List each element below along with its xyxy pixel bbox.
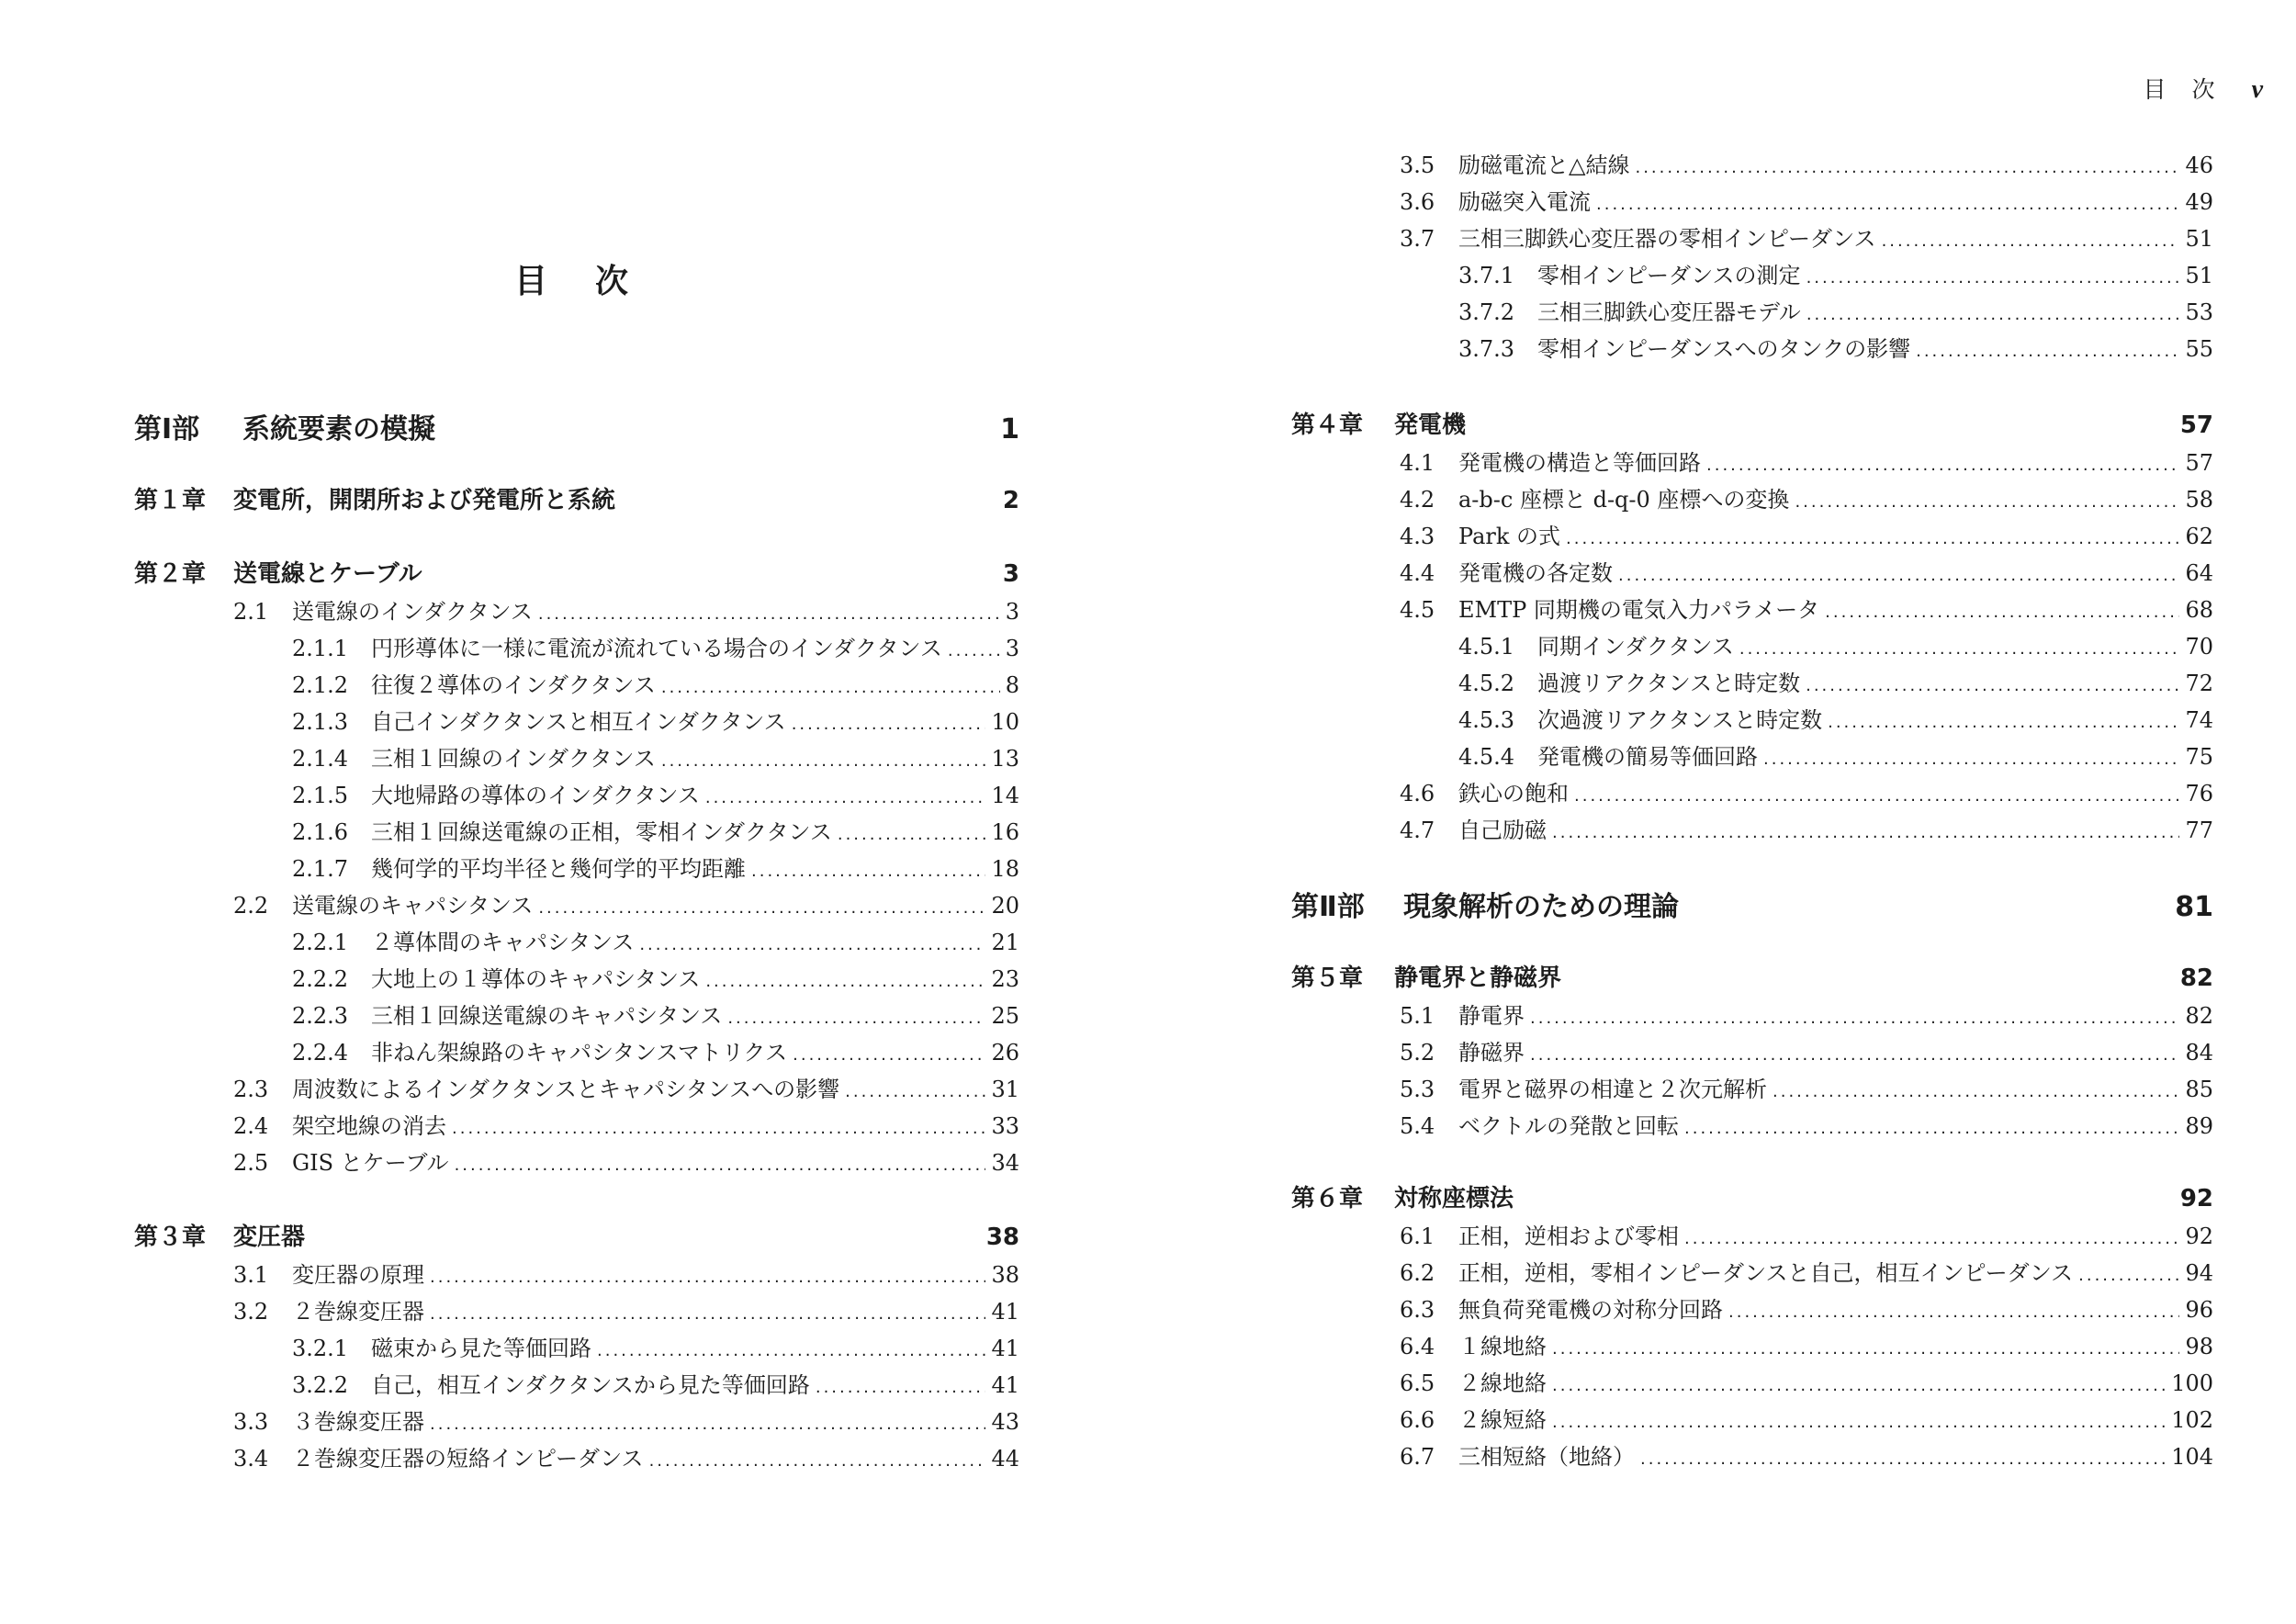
toc-subsection-2-1-5[interactable] bbox=[292, 777, 1019, 809]
toc-section-6-5[interactable] bbox=[1400, 1365, 2213, 1397]
page-number: 94 bbox=[2185, 1260, 2213, 1286]
page-number: 104 bbox=[2171, 1444, 2213, 1470]
toc-section-4-7[interactable] bbox=[1400, 812, 2213, 844]
subsection-number: 3.7.1 bbox=[1458, 263, 1515, 288]
section-title: 無負荷発電機の対称分回路 bbox=[1458, 1297, 1723, 1323]
section-number: 6.5 bbox=[1400, 1370, 1435, 1396]
toc-section-6-3[interactable] bbox=[1400, 1291, 2213, 1324]
toc-subsection-2-1-4[interactable] bbox=[292, 740, 1019, 773]
dot-leader bbox=[455, 1156, 986, 1175]
subsection-title: 往復２導体のインダクタンス bbox=[371, 672, 656, 698]
toc-chapter-2[interactable] bbox=[134, 555, 1019, 589]
section-title: 励磁電流と△結線 bbox=[1458, 152, 1630, 178]
subsection-title: 次過渡リアクタンスと時定数 bbox=[1537, 707, 1823, 733]
dot-leader bbox=[705, 972, 985, 991]
subsection-title: 非ねん架線路のキャパシタンスマトリクス bbox=[371, 1040, 788, 1066]
toc-subsection-2-1-6[interactable] bbox=[292, 814, 1019, 846]
subsection-title: 零相インピーダンスの測定 bbox=[1537, 263, 1801, 288]
chapter-title: 送電線とケーブル bbox=[233, 560, 422, 588]
page-number: 76 bbox=[2185, 781, 2213, 806]
page-number: 92 bbox=[2185, 1224, 2213, 1249]
section-number: 3.4 bbox=[233, 1446, 269, 1472]
subsection-number: 4.5.2 bbox=[1458, 671, 1515, 696]
section-number: 4.2 bbox=[1400, 487, 1435, 513]
subsection-title: 発電機の簡易等価回路 bbox=[1537, 744, 1758, 770]
page-number: 18 bbox=[991, 856, 1019, 882]
page-number: 58 bbox=[2185, 487, 2213, 513]
page-number: 41 bbox=[991, 1299, 1019, 1325]
page-number: 85 bbox=[2185, 1077, 2213, 1102]
toc-section-2-3[interactable] bbox=[233, 1071, 1019, 1103]
toc-chapter-1[interactable] bbox=[134, 481, 1019, 515]
page-number: 8 bbox=[1005, 672, 1019, 698]
subsection-number: 2.1.5 bbox=[292, 783, 349, 808]
section-number: 2.4 bbox=[233, 1113, 269, 1139]
toc-section-6-4[interactable] bbox=[1400, 1328, 2213, 1360]
subsection-title: ２導体間のキャパシタンス bbox=[371, 930, 635, 955]
toc-section-4-4[interactable] bbox=[1400, 555, 2213, 587]
page-number: 46 bbox=[2185, 152, 2213, 178]
dot-leader bbox=[639, 935, 985, 954]
dot-leader bbox=[948, 641, 1000, 660]
toc-subsection-2-1-2[interactable] bbox=[292, 667, 1019, 699]
toc-section-2-1[interactable] bbox=[233, 593, 1019, 626]
section-title: 正相，逆相および零相 bbox=[1458, 1224, 1679, 1249]
subsection-title: 円形導体に一様に電流が流れている場合のインダクタンス bbox=[371, 636, 942, 661]
toc-subsection-2-1-1[interactable] bbox=[292, 630, 1019, 662]
part-title: 系統要素の模擬 bbox=[242, 413, 435, 445]
dot-leader bbox=[1684, 1119, 2179, 1138]
toc-subsection-3-7-2[interactable] bbox=[1458, 294, 2213, 326]
subsection-number: 2.2.2 bbox=[292, 966, 349, 992]
page-number: 20 bbox=[991, 893, 1019, 919]
page-title: 目次 bbox=[514, 263, 677, 300]
toc-section-6-7[interactable] bbox=[1400, 1438, 2213, 1471]
section-number: 4.4 bbox=[1400, 560, 1435, 586]
section-title: 架空地線の消去 bbox=[292, 1113, 446, 1139]
subsection-title: 幾何学的平均半径と幾何学的平均距離 bbox=[371, 856, 746, 882]
toc-subsection-2-2-3[interactable] bbox=[292, 998, 1019, 1030]
dot-leader bbox=[792, 715, 986, 734]
page-number: 89 bbox=[2185, 1113, 2213, 1139]
section-title: 発電機の構造と等価回路 bbox=[1458, 450, 1701, 476]
subsection-title: 三相三脚鉄心変圧器モデル bbox=[1537, 299, 1801, 325]
toc-section-5-3[interactable] bbox=[1400, 1071, 2213, 1103]
page-number: 38 bbox=[991, 1262, 1019, 1288]
page-number: 55 bbox=[2185, 336, 2213, 362]
page-number: 25 bbox=[991, 1003, 1019, 1029]
dot-leader bbox=[1530, 1009, 2179, 1028]
chapter-number: 第１章 bbox=[134, 487, 207, 514]
subsection-number: 2.2.4 bbox=[292, 1040, 349, 1066]
toc-section-3-2[interactable] bbox=[233, 1293, 1019, 1325]
toc-section-3-4[interactable] bbox=[233, 1440, 1019, 1472]
subsection-number: 2.1.6 bbox=[292, 819, 349, 845]
dot-leader bbox=[705, 788, 986, 807]
chapter-number: 第５章 bbox=[1291, 964, 1364, 992]
dot-leader bbox=[1773, 1082, 2179, 1101]
page-number: 57 bbox=[2185, 450, 2213, 476]
dot-leader bbox=[1552, 1376, 2166, 1395]
subsection-number: 2.1.4 bbox=[292, 746, 349, 772]
section-number: 6.1 bbox=[1400, 1224, 1435, 1249]
section-number: 2.2 bbox=[233, 893, 269, 919]
page-number: 68 bbox=[2185, 597, 2213, 623]
subsection-number: 2.1.2 bbox=[292, 672, 349, 698]
toc-section-4-1[interactable] bbox=[1400, 445, 2213, 477]
page-number: 23 bbox=[991, 966, 1019, 992]
toc-subsection-2-1-7[interactable] bbox=[292, 851, 1019, 883]
dot-leader bbox=[1530, 1045, 2179, 1065]
section-number: 6.4 bbox=[1400, 1334, 1435, 1359]
dot-leader bbox=[452, 1119, 985, 1138]
dot-leader bbox=[793, 1045, 985, 1065]
page-number: 10 bbox=[991, 709, 1019, 735]
section-number: 6.6 bbox=[1400, 1407, 1435, 1433]
section-number: 3.3 bbox=[233, 1409, 269, 1435]
section-number: 2.5 bbox=[233, 1150, 269, 1176]
section-number: 5.2 bbox=[1400, 1040, 1435, 1066]
running-head bbox=[2144, 72, 2263, 105]
toc-subsection-4-5-1[interactable] bbox=[1458, 628, 2213, 660]
toc-section-4-3[interactable] bbox=[1400, 518, 2213, 550]
page-number: 102 bbox=[2171, 1407, 2213, 1433]
toc-section-5-2[interactable] bbox=[1400, 1034, 2213, 1066]
toc-section-6-1[interactable] bbox=[1400, 1218, 2213, 1250]
section-title: １線地絡 bbox=[1458, 1334, 1547, 1359]
section-number: 3.6 bbox=[1400, 189, 1435, 215]
dot-leader bbox=[649, 1451, 986, 1471]
section-title: 周波数によるインダクタンスとキャパシタンスへの影響 bbox=[292, 1077, 840, 1102]
subsection-number: 4.5.3 bbox=[1458, 707, 1515, 733]
subsection-number: 2.1.3 bbox=[292, 709, 349, 735]
section-title: 送電線のキャパシタンス bbox=[292, 893, 534, 919]
dot-leader bbox=[1552, 823, 2179, 842]
page-number: 13 bbox=[991, 746, 1019, 772]
toc-subsection-3-2-2[interactable] bbox=[292, 1367, 1019, 1399]
page-number: 72 bbox=[2185, 671, 2213, 696]
dot-leader bbox=[1552, 1339, 2179, 1359]
page-folio: v bbox=[2251, 75, 2263, 104]
section-title: 静磁界 bbox=[1458, 1040, 1525, 1066]
part-number: 第Ⅰ部 bbox=[134, 413, 200, 445]
page-number: 77 bbox=[2185, 818, 2213, 843]
page-number: 70 bbox=[2185, 634, 2213, 660]
dot-leader bbox=[1635, 158, 2179, 177]
section-title: ベクトルの発散と回転 bbox=[1458, 1113, 1679, 1139]
toc-section-3-5[interactable] bbox=[1400, 147, 2213, 179]
toc-section-3-3[interactable] bbox=[233, 1404, 1019, 1436]
chapter-title: 発電機 bbox=[1394, 412, 1467, 439]
section-title: 励磁突入電流 bbox=[1458, 189, 1591, 215]
page-number: 43 bbox=[991, 1409, 1019, 1435]
subsection-title: 磁束から見た等価回路 bbox=[371, 1336, 591, 1361]
page-number: 34 bbox=[991, 1150, 1019, 1176]
page-number: 3 bbox=[1002, 560, 1019, 588]
page-number: 49 bbox=[2185, 189, 2213, 215]
subsection-number: 3.2.1 bbox=[292, 1336, 349, 1361]
section-number: 3.7 bbox=[1400, 226, 1435, 252]
section-title: 三相短絡（地絡） bbox=[1458, 1444, 1635, 1470]
toc-section-2-4[interactable] bbox=[233, 1108, 1019, 1140]
toc-subsection-2-2-2[interactable] bbox=[292, 961, 1019, 993]
page-number: 16 bbox=[991, 819, 1019, 845]
subsection-title: 過渡リアクタンスと時定数 bbox=[1537, 671, 1801, 696]
page-number: 41 bbox=[991, 1336, 1019, 1361]
toc-section-3-1[interactable] bbox=[233, 1257, 1019, 1289]
dot-leader bbox=[430, 1268, 985, 1287]
subsection-title: 三相１回線のインダクタンス bbox=[371, 746, 656, 772]
page-number: 26 bbox=[991, 1040, 1019, 1066]
section-number: 5.4 bbox=[1400, 1113, 1435, 1139]
toc-chapter-3[interactable] bbox=[134, 1218, 1019, 1252]
toc-section-2-2[interactable] bbox=[233, 887, 1019, 919]
toc-subsection-3-2-1[interactable] bbox=[292, 1330, 1019, 1362]
subsection-title: 自己インダクタンスと相互インダクタンス bbox=[371, 709, 786, 735]
section-number: 4.1 bbox=[1400, 450, 1435, 476]
section-number: 3.1 bbox=[233, 1262, 269, 1288]
dot-leader bbox=[1825, 603, 2179, 622]
dot-leader bbox=[1728, 1303, 2179, 1322]
toc-section-3-7[interactable] bbox=[1400, 220, 2213, 253]
dot-leader bbox=[661, 678, 1000, 697]
section-title: 正相，逆相，零相インピーダンスと自己，相互インピーダンス bbox=[1458, 1260, 2074, 1286]
section-title: 鉄心の飽和 bbox=[1458, 781, 1569, 806]
toc-part-2[interactable] bbox=[1291, 884, 2213, 924]
page-number: 75 bbox=[2185, 744, 2213, 770]
section-number: 4.6 bbox=[1400, 781, 1435, 806]
page-number: 3 bbox=[1005, 599, 1019, 625]
dot-leader bbox=[1882, 231, 2180, 251]
chapter-title: 対称座標法 bbox=[1394, 1185, 1514, 1212]
subsection-title: 大地上の１導体のキャパシタンス bbox=[371, 966, 701, 992]
toc-section-3-6[interactable] bbox=[1400, 184, 2213, 216]
dot-leader bbox=[538, 898, 985, 918]
subsection-number: 2.2.1 bbox=[292, 930, 349, 955]
toc-section-4-6[interactable] bbox=[1400, 775, 2213, 807]
section-number: 5.3 bbox=[1400, 1077, 1435, 1102]
toc-section-4-2[interactable] bbox=[1400, 481, 2213, 513]
subsection-title: 自己，相互インダクタンスから見た等価回路 bbox=[371, 1372, 810, 1398]
chapter-number: 第４章 bbox=[1291, 412, 1364, 439]
page-number: 21 bbox=[991, 930, 1019, 955]
section-title: a-b-c 座標と d-q-0 座標への変換 bbox=[1458, 487, 1790, 513]
toc-section-2-5[interactable] bbox=[233, 1145, 1019, 1177]
section-number: 4.3 bbox=[1400, 524, 1435, 549]
page-number: 44 bbox=[991, 1446, 1019, 1472]
page-number: 51 bbox=[2185, 226, 2213, 252]
dot-leader bbox=[1806, 305, 2180, 324]
subsection-title: 同期インダクタンス bbox=[1537, 634, 1734, 660]
section-number: 5.1 bbox=[1400, 1003, 1435, 1029]
section-number: 6.3 bbox=[1400, 1297, 1435, 1323]
dot-leader bbox=[1828, 713, 2179, 732]
toc-chapter-4[interactable] bbox=[1291, 406, 2213, 440]
section-title: EMTP 同期機の電気入力パラメータ bbox=[1458, 597, 1820, 623]
section-number: 6.7 bbox=[1400, 1444, 1435, 1470]
section-number: 2.1 bbox=[233, 599, 269, 625]
running-head-label-1: 目 bbox=[2143, 76, 2167, 103]
page-number: 41 bbox=[991, 1372, 1019, 1398]
page-number: 84 bbox=[2185, 1040, 2213, 1066]
dot-leader bbox=[1706, 456, 2179, 475]
chapter-number: 第６章 bbox=[1291, 1185, 1364, 1212]
dot-leader bbox=[661, 751, 986, 771]
page-number: 74 bbox=[2185, 707, 2213, 733]
toc-subsection-3-7-1[interactable] bbox=[1458, 257, 2213, 289]
dot-leader bbox=[1806, 676, 2179, 695]
dot-leader bbox=[845, 1082, 985, 1101]
section-title: Park の式 bbox=[1458, 524, 1561, 549]
page-number: 81 bbox=[2175, 891, 2213, 923]
subsection-number: 3.2.2 bbox=[292, 1372, 349, 1398]
subsection-number: 4.5.4 bbox=[1458, 744, 1515, 770]
section-number: 4.5 bbox=[1400, 597, 1435, 623]
dot-leader bbox=[1618, 566, 2179, 585]
section-title: 変圧器の原理 bbox=[292, 1262, 424, 1288]
toc-subsection-3-7-3[interactable] bbox=[1458, 331, 2213, 363]
part-title: 現象解析のための理論 bbox=[1403, 891, 1679, 923]
dot-leader bbox=[430, 1415, 985, 1434]
page-number: 31 bbox=[991, 1077, 1019, 1102]
chapter-number: 第２章 bbox=[134, 560, 207, 588]
dot-leader bbox=[1596, 195, 2179, 214]
dot-leader bbox=[1916, 342, 2179, 361]
subsection-number: 3.7.3 bbox=[1458, 336, 1515, 362]
section-title: GIS とケーブル bbox=[292, 1150, 449, 1176]
page-number: 38 bbox=[985, 1224, 1019, 1251]
dot-leader bbox=[727, 1009, 985, 1028]
page-number: 3 bbox=[1005, 636, 1019, 661]
dot-leader bbox=[1684, 1229, 2179, 1248]
toc-subsection-4-5-2[interactable] bbox=[1458, 665, 2213, 697]
section-title: 三相三脚鉄心変圧器の零相インピーダンス bbox=[1458, 226, 1876, 252]
section-title: ２巻線変圧器の短絡インピーダンス bbox=[292, 1446, 644, 1472]
section-title: 発電機の各定数 bbox=[1458, 560, 1613, 586]
page-number: 98 bbox=[2185, 1334, 2213, 1359]
section-number: 3.2 bbox=[233, 1299, 269, 1325]
section-title: ２線短絡 bbox=[1458, 1407, 1547, 1433]
subsection-number: 3.7.2 bbox=[1458, 299, 1515, 325]
dot-leader bbox=[1739, 639, 2180, 659]
chapter-title: 変電所，開閉所および発電所と系統 bbox=[233, 487, 616, 514]
dot-leader bbox=[1806, 268, 2180, 288]
section-title: ３巻線変圧器 bbox=[292, 1409, 424, 1435]
toc-section-5-1[interactable] bbox=[1400, 998, 2213, 1030]
toc-subsection-4-5-3[interactable] bbox=[1458, 702, 2213, 734]
page-number: 96 bbox=[2185, 1297, 2213, 1323]
toc-subsection-2-2-4[interactable] bbox=[292, 1034, 1019, 1066]
dot-leader bbox=[538, 604, 1000, 624]
dot-leader bbox=[597, 1341, 985, 1360]
toc-section-4-5[interactable] bbox=[1400, 592, 2213, 624]
subsection-number: 2.2.3 bbox=[292, 1003, 349, 1029]
section-number: 4.7 bbox=[1400, 818, 1435, 843]
toc-chapter-6[interactable] bbox=[1291, 1179, 2213, 1213]
page-number: 2 bbox=[1002, 487, 1019, 514]
page-number: 100 bbox=[2171, 1370, 2213, 1396]
toc-part-1[interactable] bbox=[134, 406, 1019, 446]
section-title: 自己励磁 bbox=[1458, 818, 1547, 843]
chapter-title: 静電界と静磁界 bbox=[1394, 964, 1562, 992]
page-number: 53 bbox=[2185, 299, 2213, 325]
subsection-title: 三相１回線送電線の正相，零相インダクタンス bbox=[371, 819, 832, 845]
page-number: 1 bbox=[1000, 413, 1019, 445]
dot-leader bbox=[1640, 1449, 2166, 1469]
page-number: 33 bbox=[991, 1113, 1019, 1139]
subsection-title: 大地帰路の導体のインダクタンス bbox=[371, 783, 700, 808]
toc-section-6-2[interactable] bbox=[1400, 1255, 2213, 1287]
dot-leader bbox=[1763, 750, 2179, 769]
subsection-number: 4.5.1 bbox=[1458, 634, 1515, 660]
section-number: 3.5 bbox=[1400, 152, 1435, 178]
page-number: 14 bbox=[991, 783, 1019, 808]
page-number: 82 bbox=[2179, 964, 2213, 992]
section-number: 6.2 bbox=[1400, 1260, 1435, 1286]
toc-subsection-4-5-4[interactable] bbox=[1458, 739, 2213, 771]
subsection-number: 2.1.7 bbox=[292, 856, 349, 882]
page-number: 82 bbox=[2185, 1003, 2213, 1029]
dot-leader bbox=[1552, 1413, 2166, 1432]
dot-leader bbox=[751, 862, 985, 881]
toc-subsection-2-1-3[interactable] bbox=[292, 704, 1019, 736]
dot-leader bbox=[838, 825, 986, 844]
running-head-label-2: 次 bbox=[2191, 76, 2215, 103]
page-number: 51 bbox=[2185, 263, 2213, 288]
subsection-title: 零相インピーダンスへのタンクの影響 bbox=[1537, 336, 1911, 362]
page-number: 57 bbox=[2179, 412, 2213, 439]
chapter-number: 第３章 bbox=[134, 1224, 207, 1251]
page-number: 62 bbox=[2185, 524, 2213, 549]
subsection-number: 2.1.1 bbox=[292, 636, 349, 661]
dot-leader bbox=[1574, 786, 2179, 806]
section-title: 電界と磁界の相違と２次元解析 bbox=[1458, 1077, 1767, 1102]
section-title: 静電界 bbox=[1458, 1003, 1525, 1029]
section-title: ２線地絡 bbox=[1458, 1370, 1547, 1396]
dot-leader bbox=[816, 1378, 986, 1397]
section-title: 送電線のインダクタンス bbox=[292, 599, 533, 625]
toc-section-6-6[interactable] bbox=[1400, 1402, 2213, 1434]
subsection-title: 三相１回線送電線のキャパシタンス bbox=[371, 1003, 723, 1029]
page-number: 92 bbox=[2179, 1185, 2213, 1212]
dot-leader bbox=[1795, 492, 2179, 512]
toc-subsection-2-2-1[interactable] bbox=[292, 924, 1019, 956]
chapter-title: 変圧器 bbox=[233, 1224, 306, 1251]
right-page bbox=[1148, 0, 2296, 1624]
section-number: 2.3 bbox=[233, 1077, 269, 1102]
page-number: 64 bbox=[2185, 560, 2213, 586]
toc-section-5-4[interactable] bbox=[1400, 1108, 2213, 1140]
dot-leader bbox=[2078, 1266, 2179, 1285]
dot-leader bbox=[1566, 529, 2179, 548]
part-number: 第Ⅱ部 bbox=[1291, 891, 1365, 923]
dot-leader bbox=[430, 1304, 985, 1324]
section-title: ２巻線変圧器 bbox=[292, 1299, 424, 1325]
toc-chapter-5[interactable] bbox=[1291, 959, 2213, 993]
